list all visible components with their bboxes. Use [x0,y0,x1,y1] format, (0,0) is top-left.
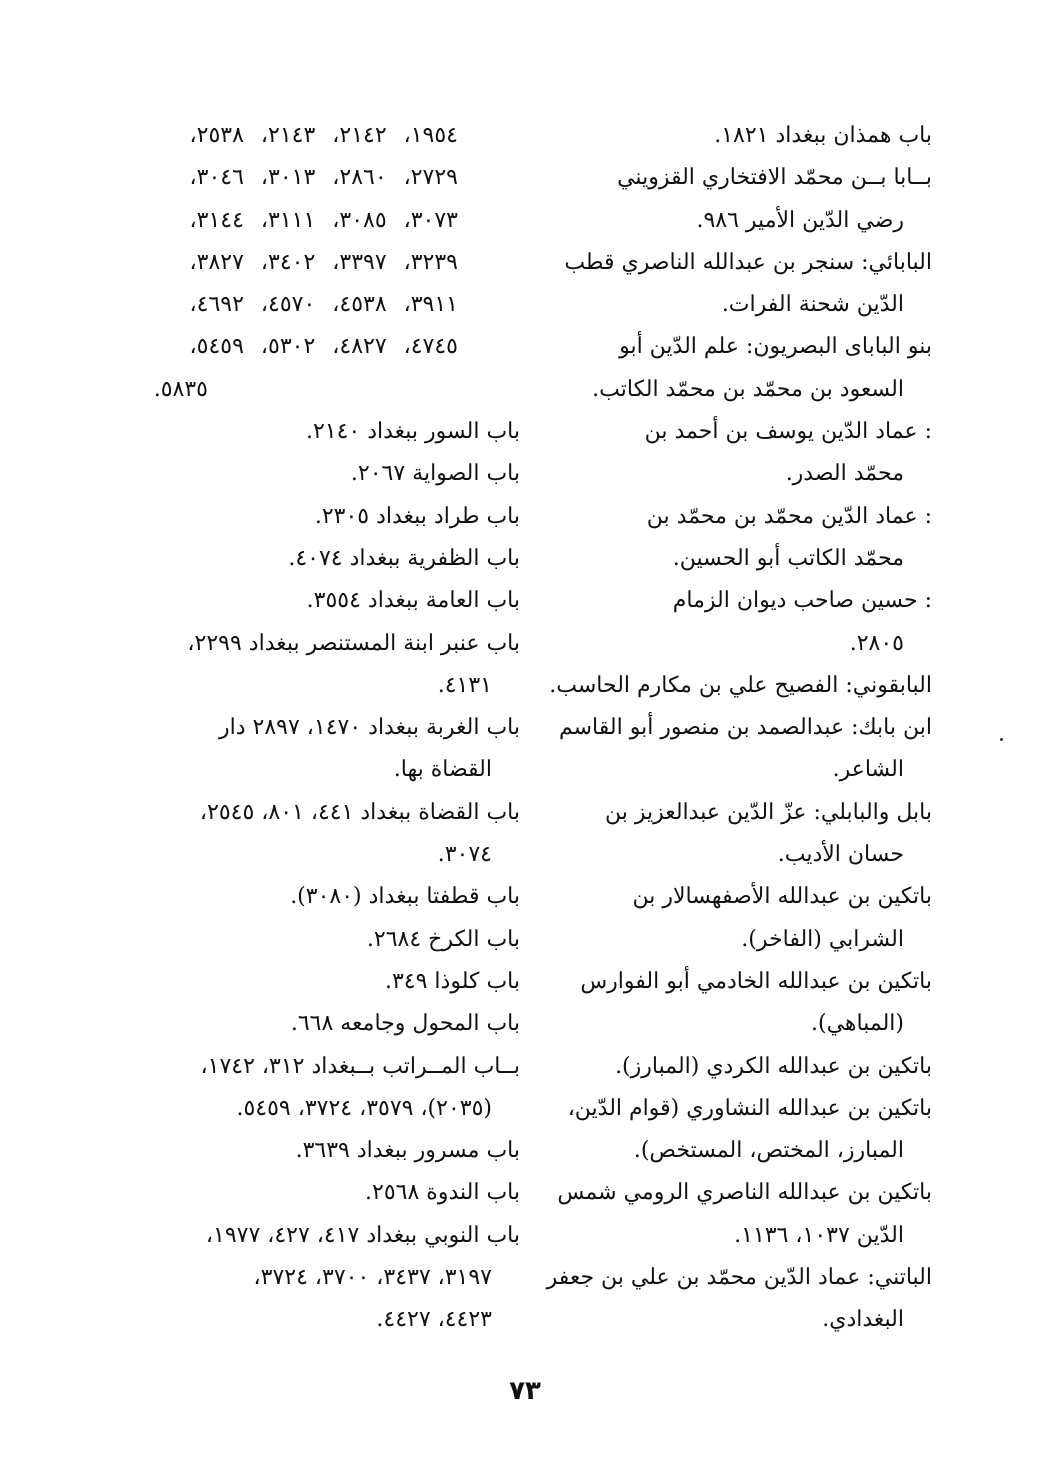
entry-line: باتكين بن عبدالله الخادمي أبو الفوارس [580,968,932,994]
index-entry [125,411,520,453]
entry-line: باتكين بن عبدالله النشاوري (قوام الدّين، [567,1095,932,1121]
entry-continuation-line: محمّد الصدر. [785,461,904,487]
entry-continuation-line: (٢٠٣٥)، ٣٥٧٩، ٣٧٢٤، ٥٤٥٩. [236,1095,492,1121]
entry-line: باب النوبي ببغداد ٤١٧، ٤٢٧، ١٩٧٧، [205,1222,520,1248]
entry-continuation-line: محمّد الكاتب أبو الحسين. [672,545,904,571]
index-entry [125,1172,520,1214]
entry-line: باب الندوة ٢٥٦٨. [365,1180,520,1206]
entry-continuation-line: ٢٨٠٥. [849,630,904,656]
entry-continuation-line: ٥٨٣٥. [153,376,208,402]
index-entry [125,876,520,918]
index-entry [125,496,520,538]
index-entry [125,453,520,495]
index-entry [125,580,520,622]
entry-line: باب همذان ببغداد ١٨٢١. [714,123,932,148]
entry-continuation-line: القضاة بها. [393,757,492,783]
index-entry [532,1046,932,1088]
entry-continuation-line: ٣١٩٧، ٣٤٣٧، ٣٧٠٠، ٣٧٢٤، [253,1265,492,1291]
index-entry [532,411,932,496]
entry-continuation-line: ٤١٣١. [437,672,492,698]
entry-line: بــاب المــراتب بــبغداد ٣١٢، ١٧٤٢، [200,1053,520,1079]
index-entry [125,792,520,877]
entry-line: باتكين بن عبدالله الكردي (المبارز). [615,1053,932,1079]
index-entry [532,707,932,792]
index-entry [125,1003,520,1045]
entry-line: بابل والبابلي: عزّ الدّين عبدالعزيز بن [604,799,932,825]
index-entry [125,1046,520,1131]
entry-continuation-line: المبارز، المختص، المستخص). [633,1138,904,1164]
entry-line: بنو البابای البصريون: علم الدّين أبو [619,334,932,360]
entry-continuation-line: الشرابي (الفاخر). [741,926,904,952]
entry-continuation-line: ٤٧٤٥، ٤٨٢٧، ٥٣٠٢، ٥٤٥٩، [189,334,458,360]
entry-line: : عماد الدّين محمّد بن محمّد بن [646,503,932,529]
index-entry [125,1215,520,1342]
entry-continuation-line: الدّين شحنة الفرات. [721,292,904,318]
entry-continuation-line: الشاعر. [832,757,904,783]
index-entry [125,538,520,580]
index-entry [532,1257,932,1342]
entry-continuation-line: ٢٧٢٩، ٢٨٦٠، ٣٠١٣، ٣٠٤٦، [189,165,458,191]
entry-line: باب الكرخ ٢٦٨٤. [366,926,520,952]
entry-line: باب عنبر ابنة المستنصر ببغداد ٢٢٩٩، [187,630,520,656]
entry-continuation-line: رضي الدّين الأمير ٩٨٦. [696,207,904,233]
entry-continuation-line: ٣٠٧٣، ٣٠٨٥، ٣١١١، ٣١٤٤، [189,207,458,233]
right-column [532,115,932,1342]
entry-line: باب العامة ببغداد ٣٥٥٤. [306,588,520,614]
index-entry [125,115,520,411]
entry-line: ابن بابك: عبدالصمد بن منصور أبو القاسم [558,715,932,741]
entry-continuation-line: ٤٤٢٣، ٤٤٢٧. [376,1307,492,1333]
index-entry [532,496,932,581]
page-number: ٧٣ [509,1376,541,1406]
entry-continuation-line: ٣٢٣٩، ٣٣٩٧، ٣٤٠٢، ٣٨٢٧، [189,249,458,275]
entry-line: الباتني: عماد الدّين محمّد بن علي بن جعفر [546,1265,932,1291]
index-entry [532,961,932,1046]
entry-line: باب القضاة ببغداد ٤٤١، ٨٠١، ٢٥٤٥، [199,799,520,825]
index-entry [532,665,932,707]
entry-continuation-line: السعود بن محمّد بن محمّد الكاتب. [592,376,904,402]
entry-continuation-line: (المباهي). [811,1011,904,1037]
entry-line: باب المحول وجامعه ٦٦٨. [290,1011,520,1037]
index-entry [532,792,932,877]
entry-continuation-line: ٣٠٧٤. [437,842,492,868]
entry-line: باب الصواية ٢٠٦٧. [350,461,520,487]
entry-line: ١٩٥٤، ٢١٤٢، ٢١٤٣، ٢٥٣٨، [189,123,458,148]
left-column [125,115,520,1342]
entry-line: باب الظفرية ببغداد ٤٠٧٤. [288,545,520,571]
entry-line: باب قطفتا ببغداد (٣٠٨٠). [290,884,520,910]
entry-line: باتكين بن عبدالله الناصري الرومي شمس [557,1180,932,1206]
index-entry [125,961,520,1003]
entry-line: باب كلوذا ٣٤٩. [384,968,520,994]
entry-line: باتكين بن عبدالله الأصفهسالار بن [632,884,932,910]
index-entry [532,326,932,411]
entry-continuation-line: ٣٩١١، ٤٥٣٨، ٤٥٧٠، ٤٦٩٢، [189,292,458,318]
index-entry [125,1130,520,1172]
entry-continuation-line: البغدادي. [822,1307,904,1333]
entry-line: باب الغربة ببغداد ١٤٧٠، ٢٨٩٧ دار [219,715,520,741]
entry-line: البابائي: سنجر بن عبدالله الناصري قطب [564,249,932,275]
entry-line: : حسين صاحب ديوان الزمام [672,588,932,614]
index-entry [532,1172,932,1257]
index-entry [125,623,520,708]
entry-line: البابقوني: الفصيح علي بن مكارم الحاسب. [549,672,932,698]
entry-continuation-line: حسان الأديب. [777,842,904,868]
index-entry [125,919,520,961]
index-entry [532,115,932,157]
entry-line: بــابا بــن محمّد الافتخاري القزويني [617,165,932,191]
index-entry [125,707,520,792]
margin-dot [1000,738,1003,741]
entry-line: باب طراد ببغداد ٢٣٠٥. [314,503,520,529]
index-entry [532,580,932,665]
index-entry [532,1088,932,1173]
index-entry [532,876,932,961]
index-entry [532,157,932,242]
entry-line: : عماد الدّين يوسف بن أحمد بن [644,419,932,445]
index-entry [532,242,932,327]
entry-line: باب مسرور ببغداد ٣٦٣٩. [295,1138,520,1164]
entry-line: باب السور ببغداد ٢١٤٠. [305,419,520,445]
entry-continuation-line: الدّين ١٠٣٧، ١١٣٦. [734,1222,904,1248]
